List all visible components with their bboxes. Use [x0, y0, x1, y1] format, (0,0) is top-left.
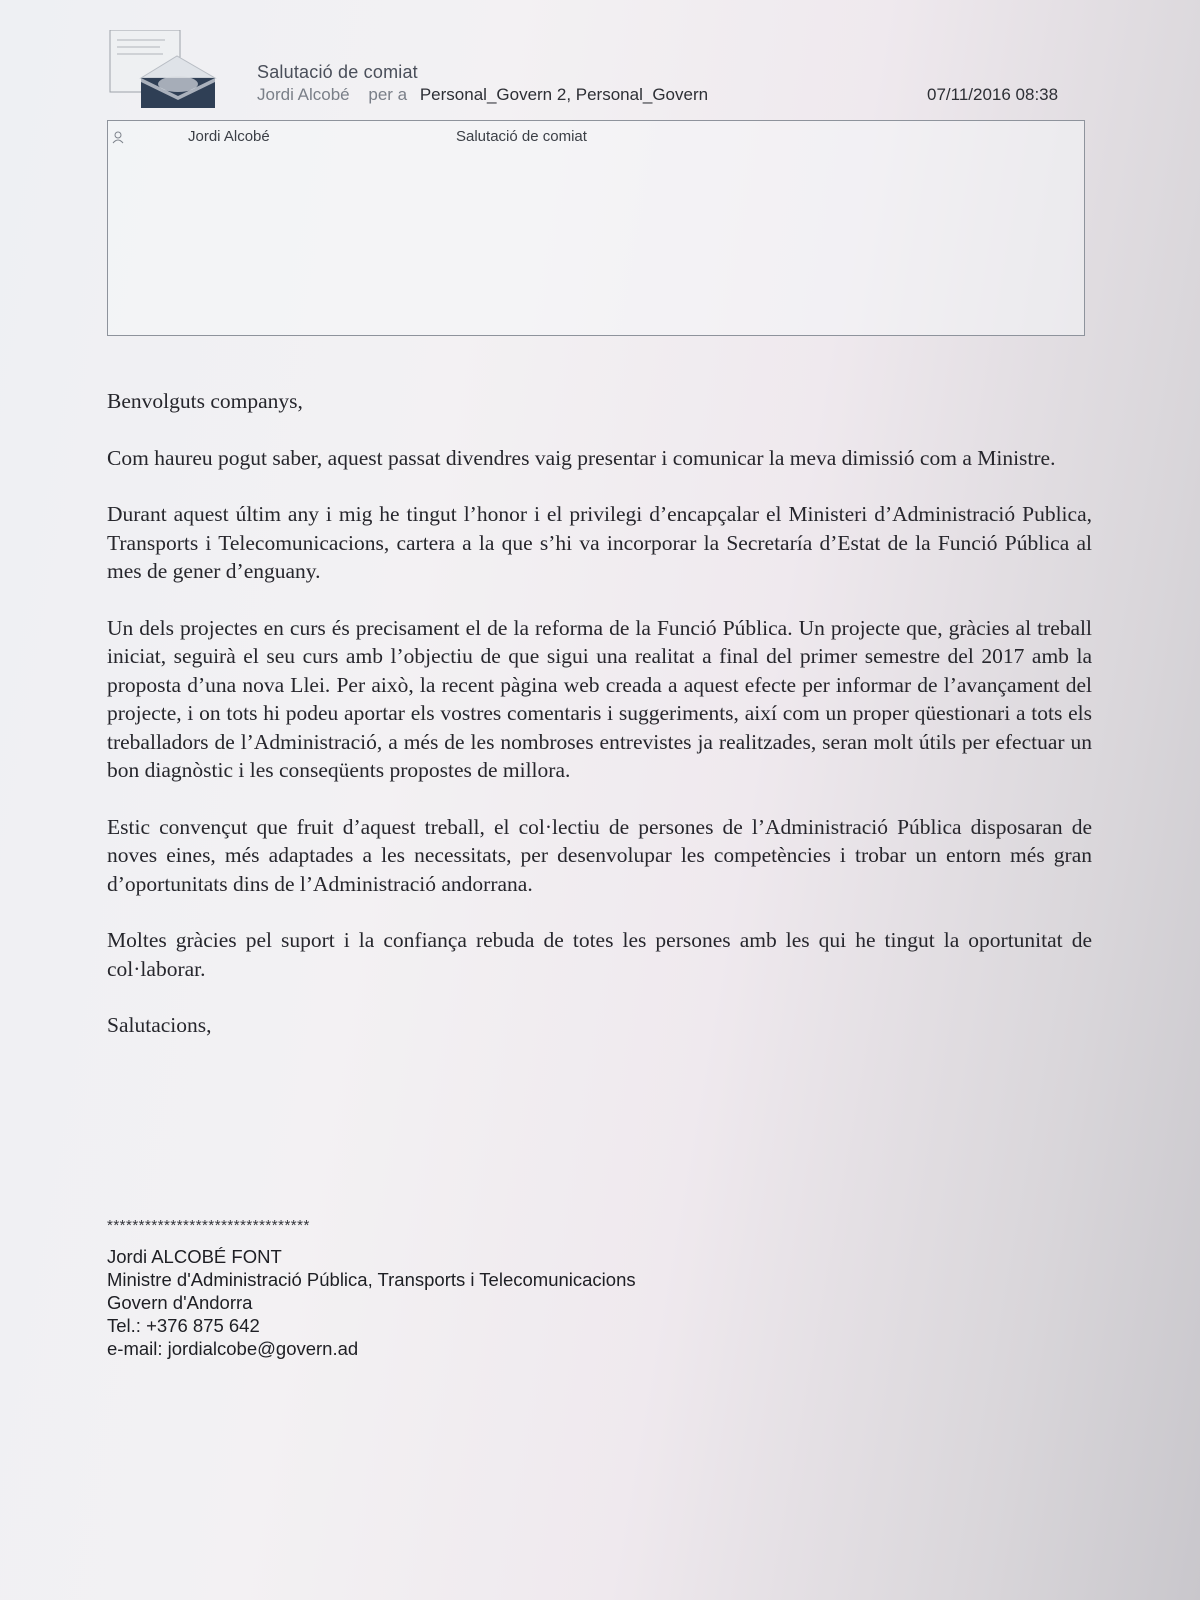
per-label: per a — [368, 85, 408, 104]
email-meta-line — [257, 85, 708, 105]
recipients: Personal_Govern 2, Personal_Govern — [419, 85, 709, 104]
letter-greeting: Benvolguts companys, — [107, 389, 303, 413]
signature-name: Jordi ALCOBÉ FONT — [107, 1246, 282, 1267]
signature-phone: Tel.: +376 875 642 — [107, 1315, 260, 1336]
letter-body — [107, 387, 1092, 1068]
mail-header — [105, 30, 1105, 120]
email-datetime: 07/11/2016 08:38 — [927, 85, 1059, 104]
letter-paragraph: Com haureu pogut saber, aquest passat divendres vaig presentar i comunicar la meva dimissió com a Ministre. — [107, 445, 1056, 470]
letter-paragraph: Durant aquest últim any i mig he tingut l’honor i el privilegi d’encapçalar el Ministeri d’Administració Publica, Transports i Telecomunicacions, cartera a la que s’hi va incorporar la Secretaría d’Estat de la Funció Pública al mes de gener d’enguany. — [107, 502, 1092, 583]
letter-paragraph: Estic convençut que fruit d’aquest treball, el col·lectiu de persones de l’Administració Pública disposaran de noves eines, més adaptades a les necessitats, per desenvolupar les competències i trobar un entorn més gran d’oportunitats dins de l’Administració andorrana. — [107, 814, 1092, 896]
quoted-message-box — [107, 120, 1085, 336]
signature-title: Ministre d'Administració Pública, Transports i Telecomunicacions — [107, 1269, 636, 1290]
letter-paragraph: Un dels projectes en curs és precisament el de la reforma de la Funció Pública. Un projecte que, gràcies al treball iniciat, seguirà el seu curs amb l’objectiu de que sigui una realitat a final del primer semestre del 2017 amb la proposta d’una nova Llei. Per això, la recent pàgina web creada a aquest efecte per informar de l’avançament del projecte, i on tots hi podeu aportar els vostres comentaris i suggeriments, així com un proper qüestionari a tots els treballadors de l’Administració, a més de les nombroses entrevistes ja realitzades, seran molt útils per efectuar un bon diagnòstic i les conseqüents propostes de millora. — [107, 615, 1092, 782]
signature-separator: ******************************** — [107, 1217, 310, 1234]
letter-closing: Salutacions, — [107, 1013, 212, 1037]
signature-email: e-mail: jordialcobe@govern.ad — [107, 1338, 359, 1359]
letter-paragraph: Moltes gràcies pel suport i la confiança rebuda de totes les persones amb les qui he tingut la oportunitat de col·laborar. — [107, 928, 1092, 981]
quoted-subject: Salutació de comiat — [456, 128, 587, 145]
email-subject: Salutació de comiat — [257, 62, 418, 82]
person-icon — [111, 130, 125, 144]
envelope-open-icon — [105, 30, 240, 112]
sender-name: Jordi Alcobé — [257, 85, 350, 104]
quoted-sender: Jordi Alcobé — [188, 128, 270, 145]
signature-organization: Govern d'Andorra — [107, 1292, 253, 1313]
signature-block — [107, 1214, 636, 1360]
